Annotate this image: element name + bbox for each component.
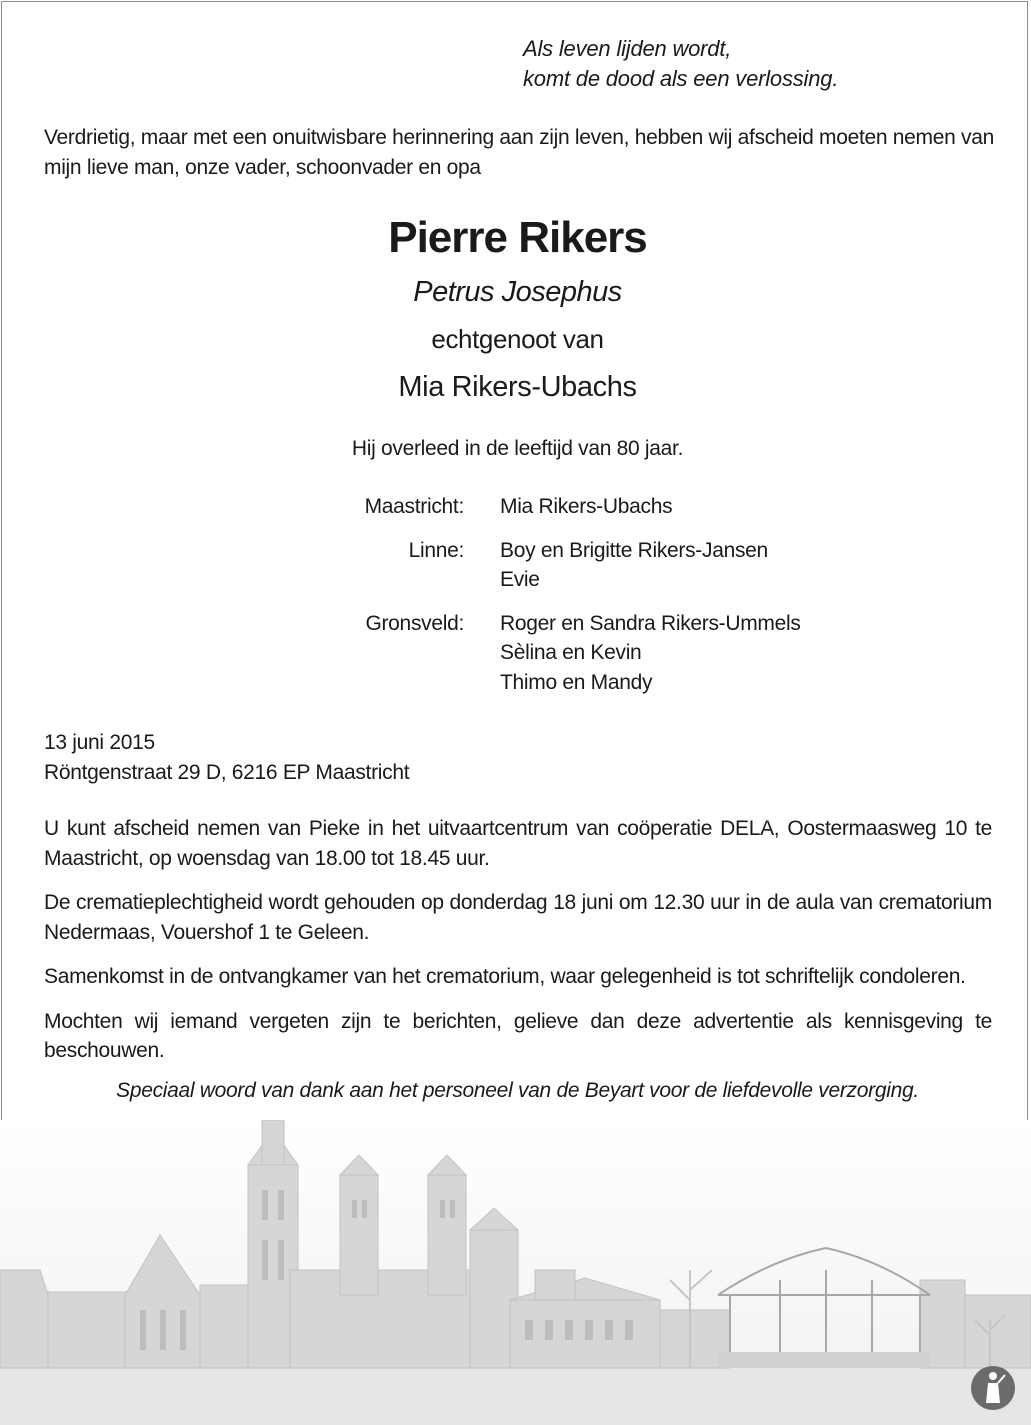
family-list <box>2 492 1028 711</box>
deceased-name: Pierre Rikers <box>388 213 647 262</box>
family-row-maastricht <box>2 492 1028 522</box>
paragraph-farewell: U kunt afscheid nemen van Pieke in het uitvaartcentrum van coöperatie DELA, Oostermaasweg 10 te Maastricht, op woensdag van 18.00 tot 18.45 uur. <box>44 817 992 870</box>
notice-date: 13 juni 2015 <box>44 731 155 754</box>
family-names <box>500 609 1028 698</box>
memorial-figure-logo-icon <box>970 1365 1016 1411</box>
family-member: Sèlina en Kevin <box>500 641 642 664</box>
thanks-line: Speciaal woord van dank aan het personeel van de Beyart voor de liefdevolle verzorging. <box>116 1079 919 1102</box>
arrangements-text <box>44 814 992 1081</box>
family-row-gronsveld <box>2 609 1028 698</box>
home-address: Röntgenstraat 29 D, 6216 EP Maastricht <box>44 760 410 784</box>
family-place: Linne: <box>408 538 464 562</box>
family-place: Maastricht: <box>364 495 464 518</box>
paragraph-cremation: De crematieplechtigheid wordt gehouden op donderdag 18 juni om 12.30 uur in de aula van crematorium Nedermaas, Vouershof 1 te Geleen. <box>44 891 992 944</box>
motto-line-1: Als leven lijden wordt, <box>523 36 732 61</box>
maastricht-skyline-illustration <box>0 1120 1031 1425</box>
family-row-linne <box>2 536 1028 595</box>
deceased-given-names: Petrus Josephus <box>413 276 622 308</box>
intro-text: Verdrietig, maar met een onuitwisbare herinnering aan zijn leven, hebben wij afscheid moeten nemen van mijn lieve man, onze vader, schoonvader en opa <box>44 126 994 179</box>
family-place: Gronsveld: <box>365 611 464 635</box>
motto-line-2: komt de dood als een verlossing. <box>523 66 839 91</box>
family-member: Evie <box>500 568 540 591</box>
date-address-block <box>44 728 409 787</box>
spouse-prefix: echtgenoot van <box>431 324 604 354</box>
family-member: Boy en Brigitte Rikers-Jansen <box>500 538 768 562</box>
motto-quote <box>523 34 838 94</box>
family-names <box>500 536 1028 595</box>
family-member: Mia Rikers-Ubachs <box>500 495 673 518</box>
age-line: Hij overleed in de leeftijd van 80 jaar. <box>351 437 684 460</box>
family-member: Thimo en Mandy <box>500 670 653 694</box>
family-member: Roger en Sandra Rikers-Ummels <box>500 611 801 635</box>
paragraph-gathering: Samenkomst in de ontvangkamer van het crematorium, waar gelegenheid is tot schriftelijk condoleren. <box>44 965 966 988</box>
family-names <box>500 492 1028 522</box>
spouse-name: Mia Rikers-Ubachs <box>398 371 637 403</box>
paragraph-notice: Mochten wij iemand vergeten zijn te berichten, gelieve dan deze advertentie als kennisgeving te beschouwen. <box>44 1009 992 1062</box>
